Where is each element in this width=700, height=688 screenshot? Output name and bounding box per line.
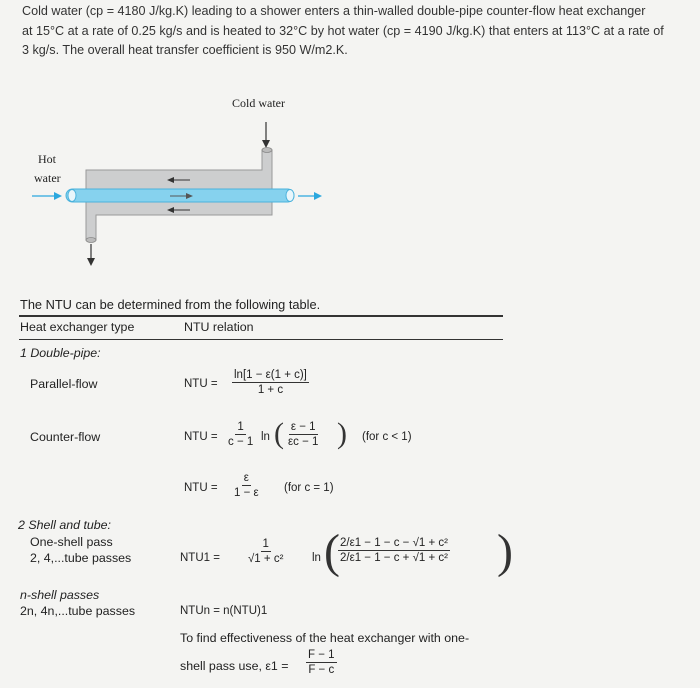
col-header-relation: NTU relation: [184, 320, 254, 334]
hot-label: Hot: [38, 152, 56, 166]
section-shell-tube: 2 Shell and tube:: [18, 518, 112, 532]
water-label: water: [34, 171, 61, 185]
counter-inner-numerator: ε − 1: [290, 421, 316, 433]
shell-left-paren: (: [324, 525, 340, 578]
counter-left-paren: (: [274, 417, 284, 450]
counter-ntu-lhs: NTU =: [184, 431, 218, 443]
problem-line-3: 3 kg/s. The overall heat transfer coefficient is 950 W/m2.K.: [22, 43, 348, 57]
parallel-ntu-fraction: [232, 369, 309, 396]
effectiveness-note-line-2: shell pass use, ε1 =: [180, 659, 289, 673]
table-header-rule: [19, 339, 503, 340]
shell-denominator: √1 + c²: [248, 553, 284, 565]
shell-inner-numerator: 2/ε1 − 1 − c − √1 + c²: [340, 537, 448, 549]
effectiveness-note-line-1: To find effectiveness of the heat exchanger with one-: [180, 631, 470, 645]
counter-c1-denominator: 1 − ε: [234, 487, 259, 499]
counter-ln: ln: [261, 431, 270, 443]
counter-c1-lhs: NTU =: [184, 482, 218, 494]
counter-inner-denominator: εc − 1: [288, 436, 319, 448]
n-tube-passes-label: 2n, 4n,...tube passes: [20, 604, 136, 618]
col-header-type: Heat exchanger type: [20, 320, 135, 334]
parallel-flow-label: Parallel-flow: [30, 377, 98, 391]
tube-passes-label: 2, 4,...tube passes: [30, 551, 132, 565]
shell-ntu-fraction: [246, 538, 285, 565]
shell-numerator: 1: [262, 538, 269, 550]
table-top-rule: [19, 315, 503, 317]
counter-c1-numerator: ε: [243, 472, 249, 484]
cold-water-label: Cold water: [232, 96, 285, 110]
counter-numerator: 1: [237, 421, 244, 433]
shell-ln: ln: [312, 552, 321, 564]
counter-right-paren: ): [337, 417, 347, 450]
effectiveness-fraction: [306, 649, 337, 676]
shell-inner-denominator: 2/ε1 − 1 − c + √1 + c²: [340, 552, 448, 564]
problem-line-2: at 15°C at a rate of 0.25 kg/s and is heated to 32°C by hot water (cp = 4190 J/kg.K) that enters at 113°C at a rate of: [22, 23, 664, 38]
section-double-pipe: 1 Double-pipe:: [20, 346, 101, 360]
shell-ntu-lhs: NTU1 =: [180, 552, 220, 564]
counter-inner-fraction: [286, 421, 320, 448]
one-shell-pass-label: One-shell pass: [30, 535, 113, 549]
counter-c1-fraction: [232, 472, 261, 499]
n-shell-passes-label: n-shell passes: [20, 588, 100, 602]
counter-c1-condition: (for c = 1): [284, 482, 334, 494]
counter-denominator: c − 1: [228, 436, 254, 448]
counter-ntu-fraction: [226, 421, 255, 448]
parallel-denominator: 1 + c: [257, 384, 284, 396]
shell-inner-fraction: [338, 537, 450, 564]
problem-line-1: Cold water (cp = 4180 J/kg.K) leading to a shower enters a thin-walled double-pipe counter-flow heat exchanger: [22, 4, 646, 18]
parallel-numerator: ln[1 − ε(1 + c)]: [234, 369, 307, 381]
n-shell-relation: NTUn = n(NTU)1: [180, 605, 268, 617]
table-intro: The NTU can be determined from the following table.: [20, 297, 321, 312]
heat-exchanger-diagram: [0, 110, 360, 280]
parallel-ntu-lhs: NTU =: [184, 378, 218, 390]
effectiveness-denominator: F − c: [308, 664, 335, 676]
problem-statement: [22, 2, 700, 61]
shell-right-paren: ): [497, 525, 513, 578]
counter-condition: (for c < 1): [362, 431, 412, 443]
counter-flow-label: Counter-flow: [30, 430, 101, 444]
effectiveness-numerator: F − 1: [308, 649, 335, 661]
